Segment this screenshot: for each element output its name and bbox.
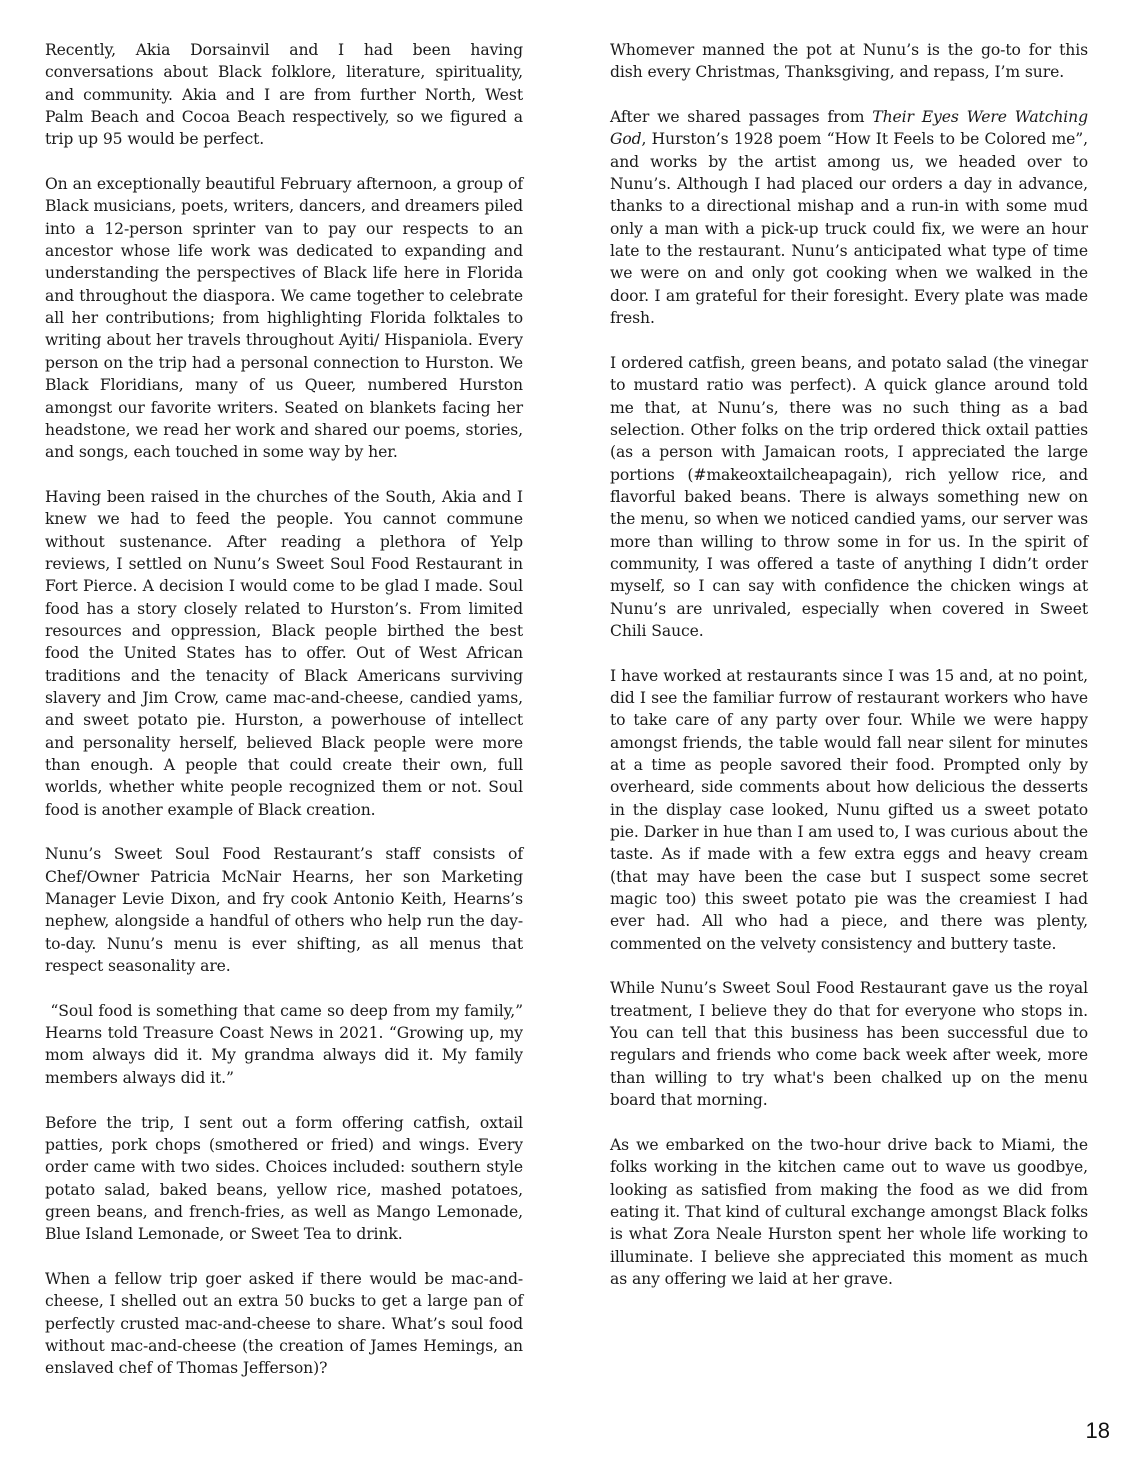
paragraph-text: , Hurston’s 1928 poem “How It Feels to be Colored me”, and works by the artist among us, we headed over to Nunu’s. Although I had placed our orders a day in advance, thanks to a directional mishap and a run-in with some mud only a man with a pick-up truck could fix, we were an hour late to the restaurant. Nunu’s anticipated what type of time we were on and only got cooking when we walked in the door. I am grateful for their foresight. Every plate was made fresh. xyxy=(610,130,1088,328)
left-column xyxy=(45,39,528,1402)
paragraph: I ordered catfish, green beans, and potato salad (the vinegar to mustard ratio was perfect). A quick glance around told me that, at Nunu’s, there was no such thing as a bad selection. Other folks on the trip ordered thick oxtail patties (as a person with Jamaican roots, I appreciated the large portions (#makeoxtailcheapagain), rich yellow rice, and flavorful baked beans. There is always something new on the menu, so when we noticed candied yams, our server was more than willing to throw some in for us. In the spirit of community, I was offered a taste of anything I didn’t order myself, so I can say with confidence the chicken wings at Nunu’s are unrivaled, especially when covered in Sweet Chili Sauce. xyxy=(610,353,1088,640)
paragraph: When a fellow trip goer asked if there would be mac-and-cheese, I shelled out an extra 50 bucks to get a large pan of perfectly crusted mac-and-cheese to share. What’s soul food without mac-and-cheese (the creation of James Hemings, an enslaved chef of Thomas Jefferson)? xyxy=(45,1269,523,1378)
paragraph: “Soul food is something that came so deep from my family,” Hearns told Treasure Coast News in 2021. “Growing up, my mom always did it. My grandma always did it. My family members always did it.” xyxy=(45,1001,528,1087)
paragraph: On an exceptionally beautiful February afternoon, a group of Black musicians, poets, writers, dancers, and dreamers piled into a 12-person sprinter van to pay our respects to an ancestor whose life work was dedicated to expanding and understanding the perspectives of Black life here in Florida and throughout the diaspora. We came together to celebrate all her contributions; from highlighting Florida folktales to writing about her travels throughout Ayiti/ Hispaniola. Every person on the trip had a personal connection to Hurston. We Black Floridians, many of us Queer, numbered Hurston amongst our favorite writers. Seated on blankets facing her headstone, we read her work and shared our poems, stories, and songs, each touched in some way by her. xyxy=(45,175,523,462)
paragraph: Nunu’s Sweet Soul Food Restaurant’s staff consists of Chef/Owner Patricia McNair Hearns, her son Marketing Manager Levie Dixon, and fry cook Antonio Keith, Hearns’s nephew, alongside a handful of others who help run the day-to-day. Nunu’s menu is ever shifting, as all menus that respect seasonality are. xyxy=(45,845,523,976)
paragraph: As we embarked on the two-hour drive back to Miami, the folks working in the kitchen came out to wave us goodbye, looking as satisfied from making the food as we did from eating it. That kind of cultural exchange amongst Black folks is what Zora Neale Hurston spent her whole life working to illuminate. I believe she appreciated this moment as much as any offering we laid at her grave. xyxy=(610,1135,1088,1288)
paragraph: I have worked at restaurants since I was 15 and, at no point, did I see the familiar furrow of restaurant workers who have to take care of any party over four. While we were happy amongst friends, the table would fall near silent for minutes at a time as people savored their food. Prompted only by overheard, side comments about how delicious the desserts in the display case looked, Nunu gifted us a sweet potato pie. Darker in hue than I am used to, I was curious about the taste. As if made with a few extra eggs and heavy cream (that may have been the case but I suspect some secret magic too) this sweet potato pie was the creamiest I had ever had. All who had a piece, and there was plenty, commented on the velvety consistency and buttery taste. xyxy=(610,666,1088,953)
paragraph-text: After we shared passages from xyxy=(610,108,873,127)
paragraph xyxy=(610,106,1088,329)
paragraph: Whomever manned the pot at Nunu’s is the go-to for this dish every Christmas, Thanksgiving, and repass, I’m sure. xyxy=(610,41,1088,82)
paragraph: Having been raised in the churches of the South, Akia and I knew we had to feed the people. You cannot commune without sustenance. After reading a plethora of Yelp reviews, I settled on Nunu’s Sweet Soul Food Restaurant in Fort Pierce. A decision I would come to be glad I made. Soul food has a story closely related to Hurston’s. From limited resources and oppression, Black people birthed the best food the United States has to offer. Out of West African traditions and the tenacity of Black Americans surviving slavery and Jim Crow, came mac-and-cheese, candied yams, and sweet potato pie. Hurston, a powerhouse of intellect and personality herself, believed Black people were more than enough. A people that could create their own, full worlds, whether white people recognized them or not. Soul food is another example of Black creation. xyxy=(45,487,523,819)
right-column xyxy=(610,39,1088,1313)
page-number: 18 xyxy=(1085,1418,1110,1443)
paragraph: Before the trip, I sent out a form offering catfish, oxtail patties, pork chops (smothered or fried) and wings. Every order came with two sides. Choices included: southern style potato salad, baked beans, yellow rice, mashed potatoes, green beans, and french-fries, as well as Mango Lemonade, Blue Island Lemonade, or Sweet Tea to drink. xyxy=(45,1113,523,1244)
paragraph: While Nunu’s Sweet Soul Food Restaurant gave us the royal treatment, I believe they do that for everyone who stops in. You can tell that this business has been successful due to regulars and friends who come back week after week, more than willing to try what's been chalked up on the menu board that morning. xyxy=(610,979,1088,1110)
book-title: Their Eyes Were Watching God xyxy=(610,108,1088,149)
paragraph: Recently, Akia Dorsainvil and I had been having conversations about Black folklore, literature, spirituality, and community. Akia and I are from further North, West Palm Beach and Cocoa Beach respectively, so we figured a trip up 95 would be perfect. xyxy=(45,41,523,149)
